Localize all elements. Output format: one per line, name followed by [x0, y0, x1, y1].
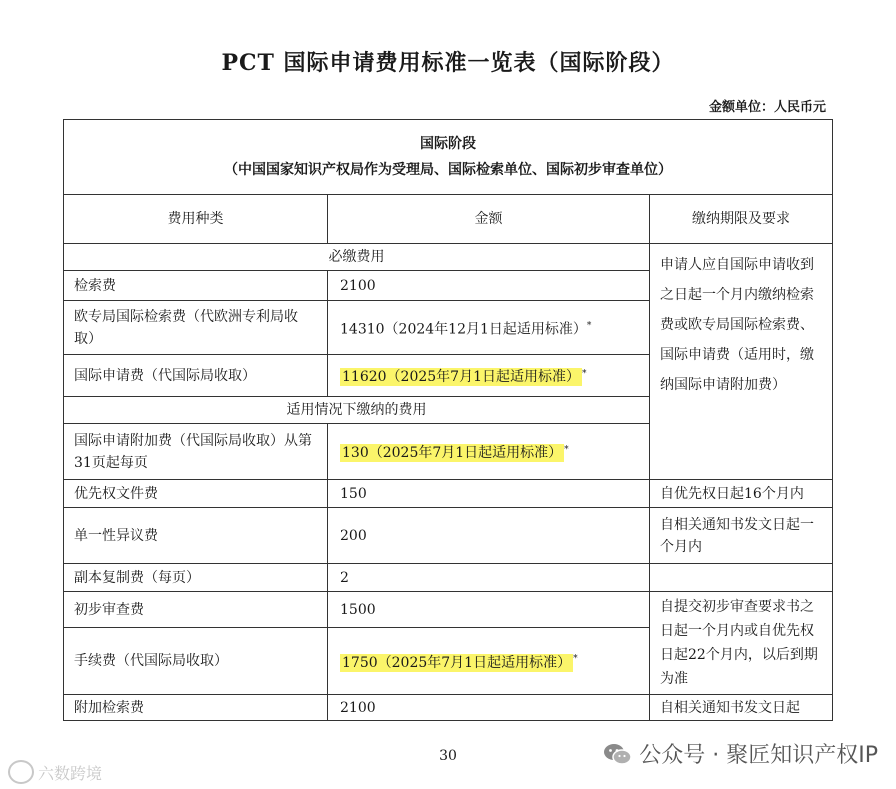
brand-logo-icon	[8, 760, 34, 784]
table-row	[64, 508, 833, 564]
fee-table	[63, 119, 833, 721]
footnote-star: *	[573, 654, 578, 665]
note-search-fee: 申请人应自国际申请收到之日起一个月内缴纳检索费或欧专局国际检索费、国际申请费（适用时，缴纳国际申请附加费）	[650, 244, 833, 480]
watermark-left-text: 六数跨境	[38, 763, 103, 783]
fee-type: 单一性异议费	[64, 508, 328, 564]
empty-cell	[650, 564, 833, 592]
fee-amount-cell	[328, 301, 650, 355]
note-priority: 自优先权日起16个月内	[650, 480, 833, 508]
column-header-row	[64, 195, 833, 244]
fee-type: 国际申请附加费（代国际局收取）从第31页起每页	[64, 424, 328, 480]
fee-type: 初步审查费	[64, 592, 328, 628]
table-header	[64, 120, 833, 195]
table-row	[64, 592, 833, 628]
footnote-star: *	[586, 320, 592, 331]
note-additional: 自相关通知书发文日起	[650, 695, 833, 721]
fee-type: 手续费（代国际局收取）	[64, 628, 328, 695]
note-exam: 自提交初步审查要求书之日起一个月内或自优先权日起22个月内，以后到期为准	[650, 592, 833, 695]
fee-type: 副本复制费（每页）	[64, 564, 328, 592]
table-row	[64, 564, 833, 592]
currency-unit-note: 金额单位：人民币元	[708, 100, 826, 115]
col-header-type: 费用种类	[64, 195, 328, 244]
wechat-icon	[603, 742, 633, 766]
footnote-star: *	[564, 444, 569, 455]
fee-amount: 2	[328, 564, 650, 592]
table-header-row	[64, 120, 833, 195]
header-title: 国际阶段	[420, 136, 476, 152]
fee-type: 优先权文件费	[64, 480, 328, 508]
fee-amount: 1500	[328, 592, 650, 628]
fee-type: 检索费	[64, 271, 328, 301]
fee-amount: 200	[328, 508, 650, 564]
fee-amount-cell	[328, 628, 650, 695]
page-title: PCT 国际申请费用标准一览表（国际阶段）	[221, 50, 675, 76]
header-subtitle: （中国国家知识产权局作为受理局、国际检索单位、国际初步审查单位）	[224, 162, 672, 178]
col-header-amount: 金额	[328, 195, 650, 244]
fee-amount: 150	[328, 480, 650, 508]
fee-amount: 2100	[328, 271, 650, 301]
watermark-right	[603, 738, 878, 769]
fee-amount: 2100	[328, 695, 650, 721]
fee-amount-cell	[328, 355, 650, 397]
col-header-term: 缴纳期限及要求	[650, 195, 833, 244]
section-row-required	[64, 244, 833, 271]
fee-amount-highlighted: 1750（2025年7月1日起适用标准）	[342, 654, 572, 671]
page-number: 30	[439, 748, 457, 764]
table-row	[64, 480, 833, 508]
fee-amount-cell	[328, 424, 650, 480]
fee-type: 附加检索费	[64, 695, 328, 721]
watermark-left	[8, 760, 102, 784]
table-row	[64, 695, 833, 721]
fee-amount: 14310（2024年12月1日起适用标准）	[340, 321, 587, 338]
fee-amount-highlighted: 11620（2025年7月1日起适用标准）	[342, 369, 580, 386]
section-required: 必缴费用	[64, 244, 650, 271]
footnote-star: *	[581, 368, 587, 379]
fee-type: 欧专局国际检索费（代欧洲专利局收取）	[64, 301, 328, 355]
section-optional: 适用情况下缴纳的费用	[64, 397, 650, 424]
fee-type: 国际申请费（代国际局收取）	[64, 355, 328, 397]
note-unity: 自相关通知书发文日起一个月内	[650, 508, 833, 564]
watermark-right-text: 公众号 · 聚匠知识产权IP	[639, 743, 878, 768]
fee-amount-highlighted: 130（2025年7月1日起适用标准）	[342, 445, 563, 462]
